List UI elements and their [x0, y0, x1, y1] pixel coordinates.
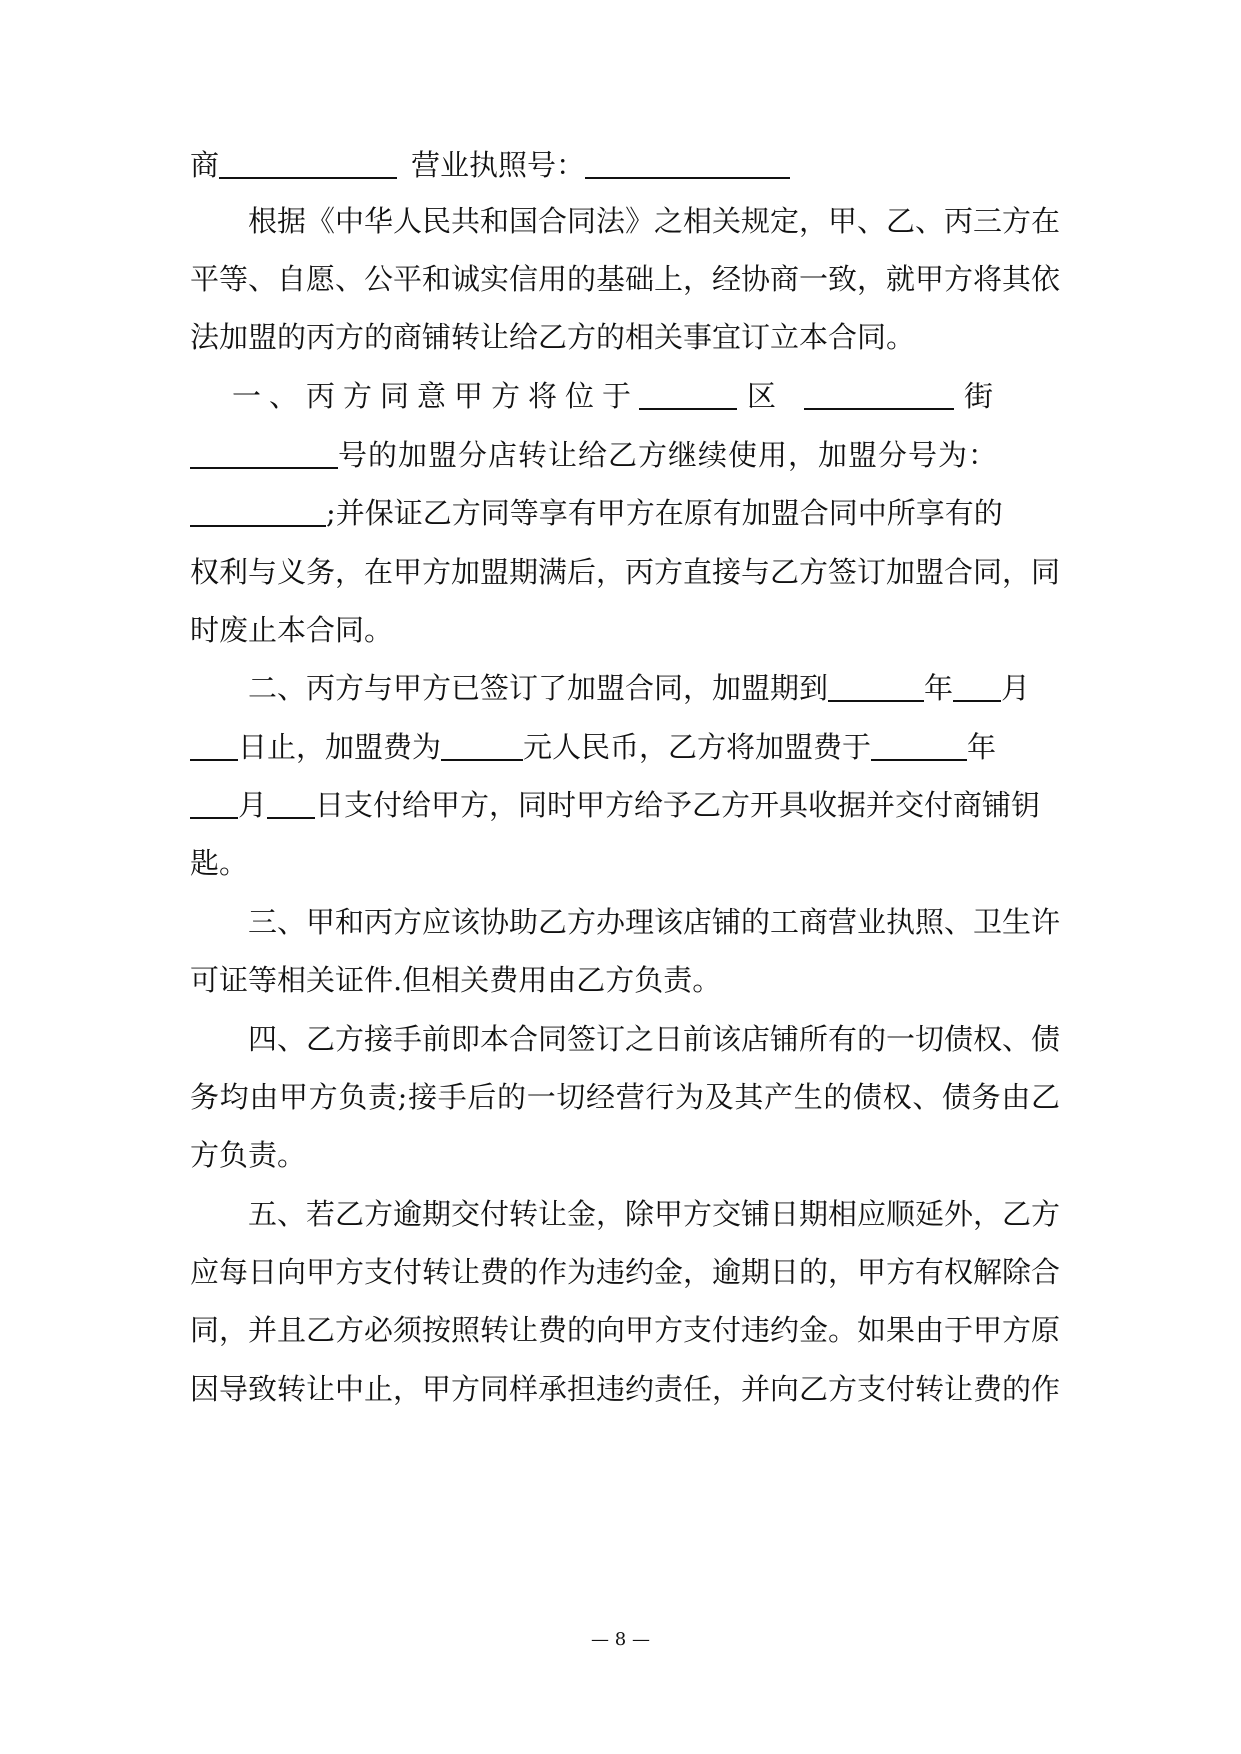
clause2-text-e: 元人民币，乙方将加盟费于: [523, 730, 872, 764]
page-number: — 8 —: [591, 1629, 650, 1650]
clause1-text-c: 街: [964, 379, 994, 413]
license-label: 营业执照号：: [411, 148, 586, 182]
clause2-text-d: 日止，加盟费为: [238, 730, 442, 764]
payment-day-blank[interactable]: [267, 787, 315, 819]
clause1-line-4: 权利与义务，在甲方加盟期满后，丙方直接与乙方签订加盟合同，同: [190, 555, 1061, 589]
house-number-blank[interactable]: [190, 437, 338, 469]
clause2-text-c: 月: [1001, 671, 1031, 705]
intro-line-1: 根据《中华人民共和国合同法》之相关规定，甲、乙、丙三方在: [248, 204, 1061, 238]
intro-line-3: 法加盟的丙方的商铺转让给乙方的相关事宜订立本合同。: [190, 320, 916, 354]
clause2-line-2: [190, 724, 1060, 770]
clause3-line-2: 可证等相关证件.但相关费用由乙方负责。: [190, 963, 722, 997]
clause4-line-3: 方负责。: [190, 1138, 307, 1172]
clause1-line-2: [190, 432, 1060, 478]
clause5-line-3: 同，并且乙方必须按照转让费的向甲方支付违约金。如果由于甲方原: [190, 1313, 1061, 1347]
clause2-text-g: 月: [238, 788, 268, 822]
clause2-line-4: 匙。: [190, 846, 249, 880]
clause1-text-d: 号的加盟分店转让给乙方继续使用，加盟分号为：: [338, 438, 999, 472]
clause5-line-1: 五、若乙方逾期交付转让金，除甲方交铺日期相应顺延外，乙方: [248, 1197, 1061, 1231]
clause2-text-b: 年: [924, 671, 954, 705]
clause4-line-2: 务均由甲方负责;接手后的一切经营行为及其产生的债权、债务由乙: [190, 1080, 1060, 1114]
expiry-month-blank[interactable]: [953, 670, 1001, 702]
payment-year-blank[interactable]: [871, 729, 967, 761]
clause1-text-b: 区: [747, 379, 777, 413]
clause2-text-f: 年: [967, 730, 997, 764]
franchise-number-blank[interactable]: [190, 495, 326, 527]
clause1-text-e: ;并保证乙方同等享有甲方在原有加盟合同中所享有的: [326, 496, 1003, 530]
intro-line-2: 平等、自愿、公平和诚实信用的基础上，经协商一致，就甲方将其依: [190, 262, 1061, 296]
license-number-blank[interactable]: [585, 147, 790, 179]
blank-field[interactable]: [219, 147, 397, 179]
clause1-text-a: 一、丙方同意甲方将位于: [232, 379, 640, 413]
clause2-line-3: [190, 782, 1060, 828]
payment-month-blank[interactable]: [190, 787, 238, 819]
clause2-text-h: 日支付给甲方，同时甲方给予乙方开具收据并交付商铺钥: [315, 788, 1041, 822]
clause1-line-1: [232, 373, 1060, 419]
clause1-line-3: [190, 490, 1060, 536]
clause3-line-1: 三、甲和丙方应该协助乙方办理该店铺的工商营业执照、卫生许: [248, 905, 1061, 939]
clause5-line-2: 应每日向甲方支付转让费的作为违约金，逾期日的，甲方有权解除合: [190, 1255, 1061, 1289]
party-label: 商: [190, 148, 220, 182]
expiry-day-blank[interactable]: [190, 729, 238, 761]
district-blank[interactable]: [639, 378, 737, 410]
street-blank[interactable]: [804, 378, 954, 410]
clause4-line-1: 四、乙方接手前即本合同签订之日前该店铺所有的一切债权、债: [248, 1022, 1061, 1056]
expiry-year-blank[interactable]: [828, 670, 924, 702]
franchise-fee-blank[interactable]: [441, 729, 523, 761]
clause2-text-a: 二、丙方与甲方已签订了加盟合同，加盟期到: [248, 671, 829, 705]
clause5-line-4: 因导致转让中止，甲方同样承担违约责任，并向乙方支付转让费的作: [190, 1372, 1061, 1406]
header-line: [190, 142, 1060, 188]
clause1-line-5: 时废止本合同。: [190, 613, 394, 647]
clause2-line-1: [248, 665, 1060, 711]
